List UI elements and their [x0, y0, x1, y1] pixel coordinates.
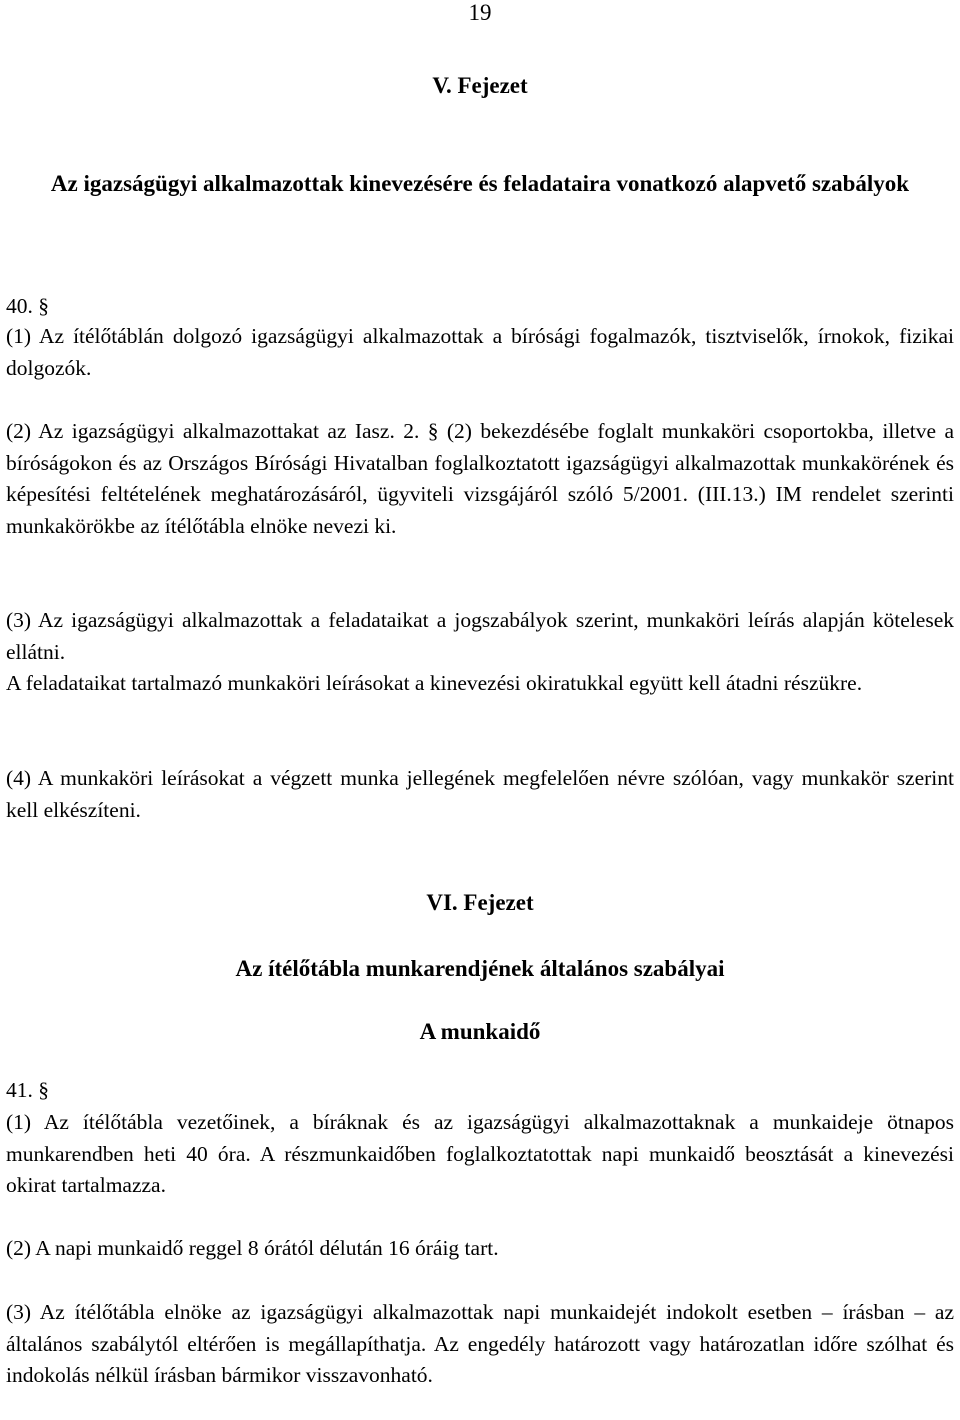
chapter-heading: Az ítélőtábla munkarendjének általános szabályai: [235, 956, 725, 981]
subheading: A munkaidő: [419, 1019, 541, 1044]
chapter-heading: Az igazságügyi alkalmazottak kinevezésére és feladataira vonatkozó alapvető szabályok: [50, 171, 910, 196]
chapter-title: VI. Fejezet: [426, 890, 534, 915]
paragraph: (3) Az igazságügyi alkalmazottak a feladataikat a jogszabályok szerint, munkaköri leírás alapján kötelesek ellátni.: [6, 608, 954, 664]
paragraph: (1) Az ítélőtáblán dolgozó igazságügyi alkalmazottak a bírósági fogalmazók, tisztviselők, írnokok, fizikai dolgozók.: [6, 324, 954, 380]
paragraph: (3) Az ítélőtábla elnöke az igazságügyi alkalmazottak napi munkaidejét indokolt esetben – írásban – az általános szabálytól eltérően is megállapíthatja. Az engedély határozott vagy határozatlan időre szólhat és indokolás nélkül írásban bármikor visszavonható.: [6, 1300, 954, 1387]
chapter-title: V. Fejezet: [432, 73, 528, 98]
section-number: 40. §: [6, 294, 49, 318]
section-number: 41. §: [6, 1078, 49, 1102]
paragraph: (2) Az igazságügyi alkalmazottakat az Iasz. 2. § (2) bekezdésébe foglalt munkaköri csoportokba, illetve a bíróságokon és az Országos Bírósági Hivatalban foglalkoztatott igazságügyi alkalmazottak munkakörének és képesítési feltételének meghatározásáról, ügyviteli vizsgájáról szóló 5/2001. (III.13.) IM rendelet szerinti munkakörökbe az ítélőtábla elnöke nevezi ki.: [6, 419, 954, 538]
paragraph: A feladataikat tartalmazó munkaköri leírásokat a kinevezési okiratukkal együtt kell átadni részükre.: [6, 671, 863, 695]
paragraph: (1) Az ítélőtábla vezetőinek, a bíráknak és az igazságügyi alkalmazottaknak a munkaideje ötnapos munkarendben heti 40 óra. A részmunkaidőben foglalkoztatottak napi munkaidő beosztását a kinevezési okirat tartalmazza.: [6, 1110, 954, 1197]
paragraph: (4) A munkaköri leírásokat a végzett munka jellegének megfelelően névre szólóan, vagy munkakör szerint kell elkészíteni.: [6, 766, 954, 822]
paragraph: (2) A napi munkaidő reggel 8 órától délután 16 óráig tart.: [6, 1236, 499, 1260]
page-number: 19: [468, 0, 492, 25]
